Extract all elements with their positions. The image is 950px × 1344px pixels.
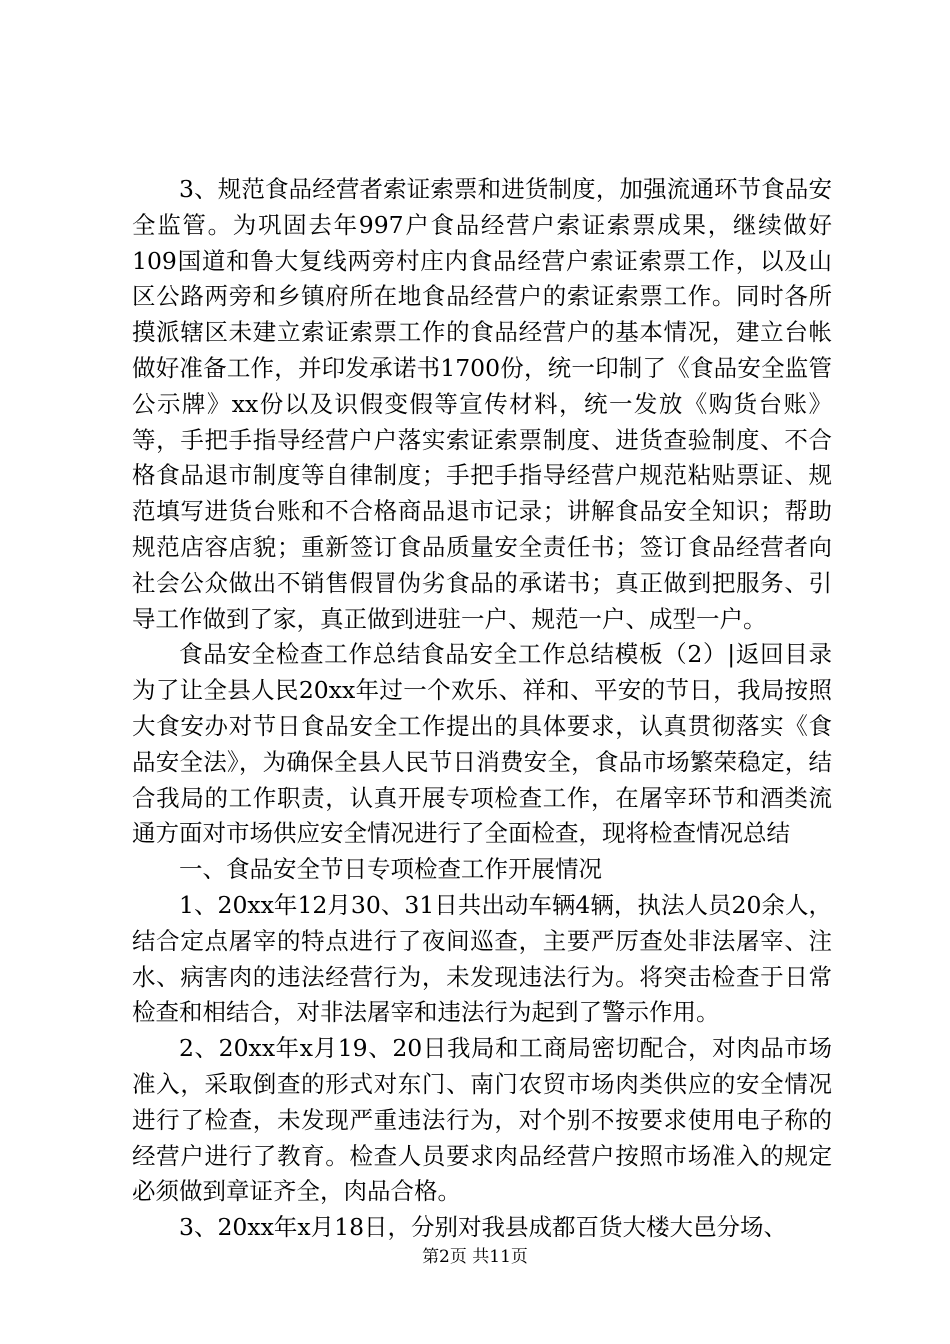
paragraph-summary-intro: 食品安全检查工作总结食品安全工作总结模板（2）|返回目录为了让全县人民20xx年过一个欢乐、祥和、平安的节日，我局按照大食安办对节日食品安全工作提出的具体要求，认真贯彻落实《食品安全法》，为确保全县人民节日消费安全，食品市场繁荣稳定，结合我局的工作职责，认真开展专项检查工作，在屠宰环节和酒类流通方面对市场供应安全情况进行了全面检查，现将检查情况总结 bbox=[132, 640, 832, 848]
paragraph-compliance: 3、规范食品经营者索证索票和进货制度，加强流通环节食品安全监管。为巩固去年997户食品经营户索证索票成果，继续做好109国道和鲁大复线两旁村庄内食品经营户索证索票工作，以及山区公路两旁和乡镇府所在地食品经营户的索证索票工作。同时各所摸派辖区未建立索证索票工作的食品经营户的基本情况，建立台帐做好准备工作，并印发承诺书1700份，统一印制了《食品安全监管公示牌》xx份以及识假变假等宣传材料，统一发放《购货台账》等，手把手指导经营户户落实索证索票制度、进货查验制度、不合格食品退市制度等自律制度；手把手指导经营户规范粘贴票证、规范填写进货台账和不合格商品退市记录；讲解食品安全知识；帮助规范店容店貌；重新签订食品质量安全责任书；签订食品经营者向社会公众做出不销售假冒伪劣食品的承诺书；真正做到把服务、引导工作做到了家，真正做到进驻一户、规范一户、成型一户。 bbox=[132, 175, 832, 633]
paragraph-item-3: 3、20xx年x月18日，分别对我县成都百货大楼大邑分场、 bbox=[179, 1213, 788, 1242]
section-heading: 一、食品安全节日专项检查工作开展情况 bbox=[179, 855, 602, 884]
paragraph-item-2: 2、20xx年x月19、20日我局和工商局密切配合，对肉品市场准入，采取倒查的形式对东门、南门农贸市场肉类供应的安全情况进行了检查，未发现严重违法行为，对个别不按要求使用电子称的经营户进行了教育。检查人员要求肉品经营户按照市场准入的规定必须做到章证齐全，肉品合格。 bbox=[132, 1034, 832, 1206]
page-number-footer: 第2页 共11页 bbox=[422, 1247, 528, 1267]
paragraph-item-1: 1、20xx年12月30、31日共出动车辆4辆，执法人员20余人，结合定点屠宰的特点进行了夜间巡查，主要严厉查处非法屠宰、注水、病害肉的违法经营行为，未发现违法行为。将突击检查于日常检查和相结合，对非法屠宰和违法行为起到了警示作用。 bbox=[132, 890, 832, 1027]
document-body bbox=[132, 172, 832, 1246]
